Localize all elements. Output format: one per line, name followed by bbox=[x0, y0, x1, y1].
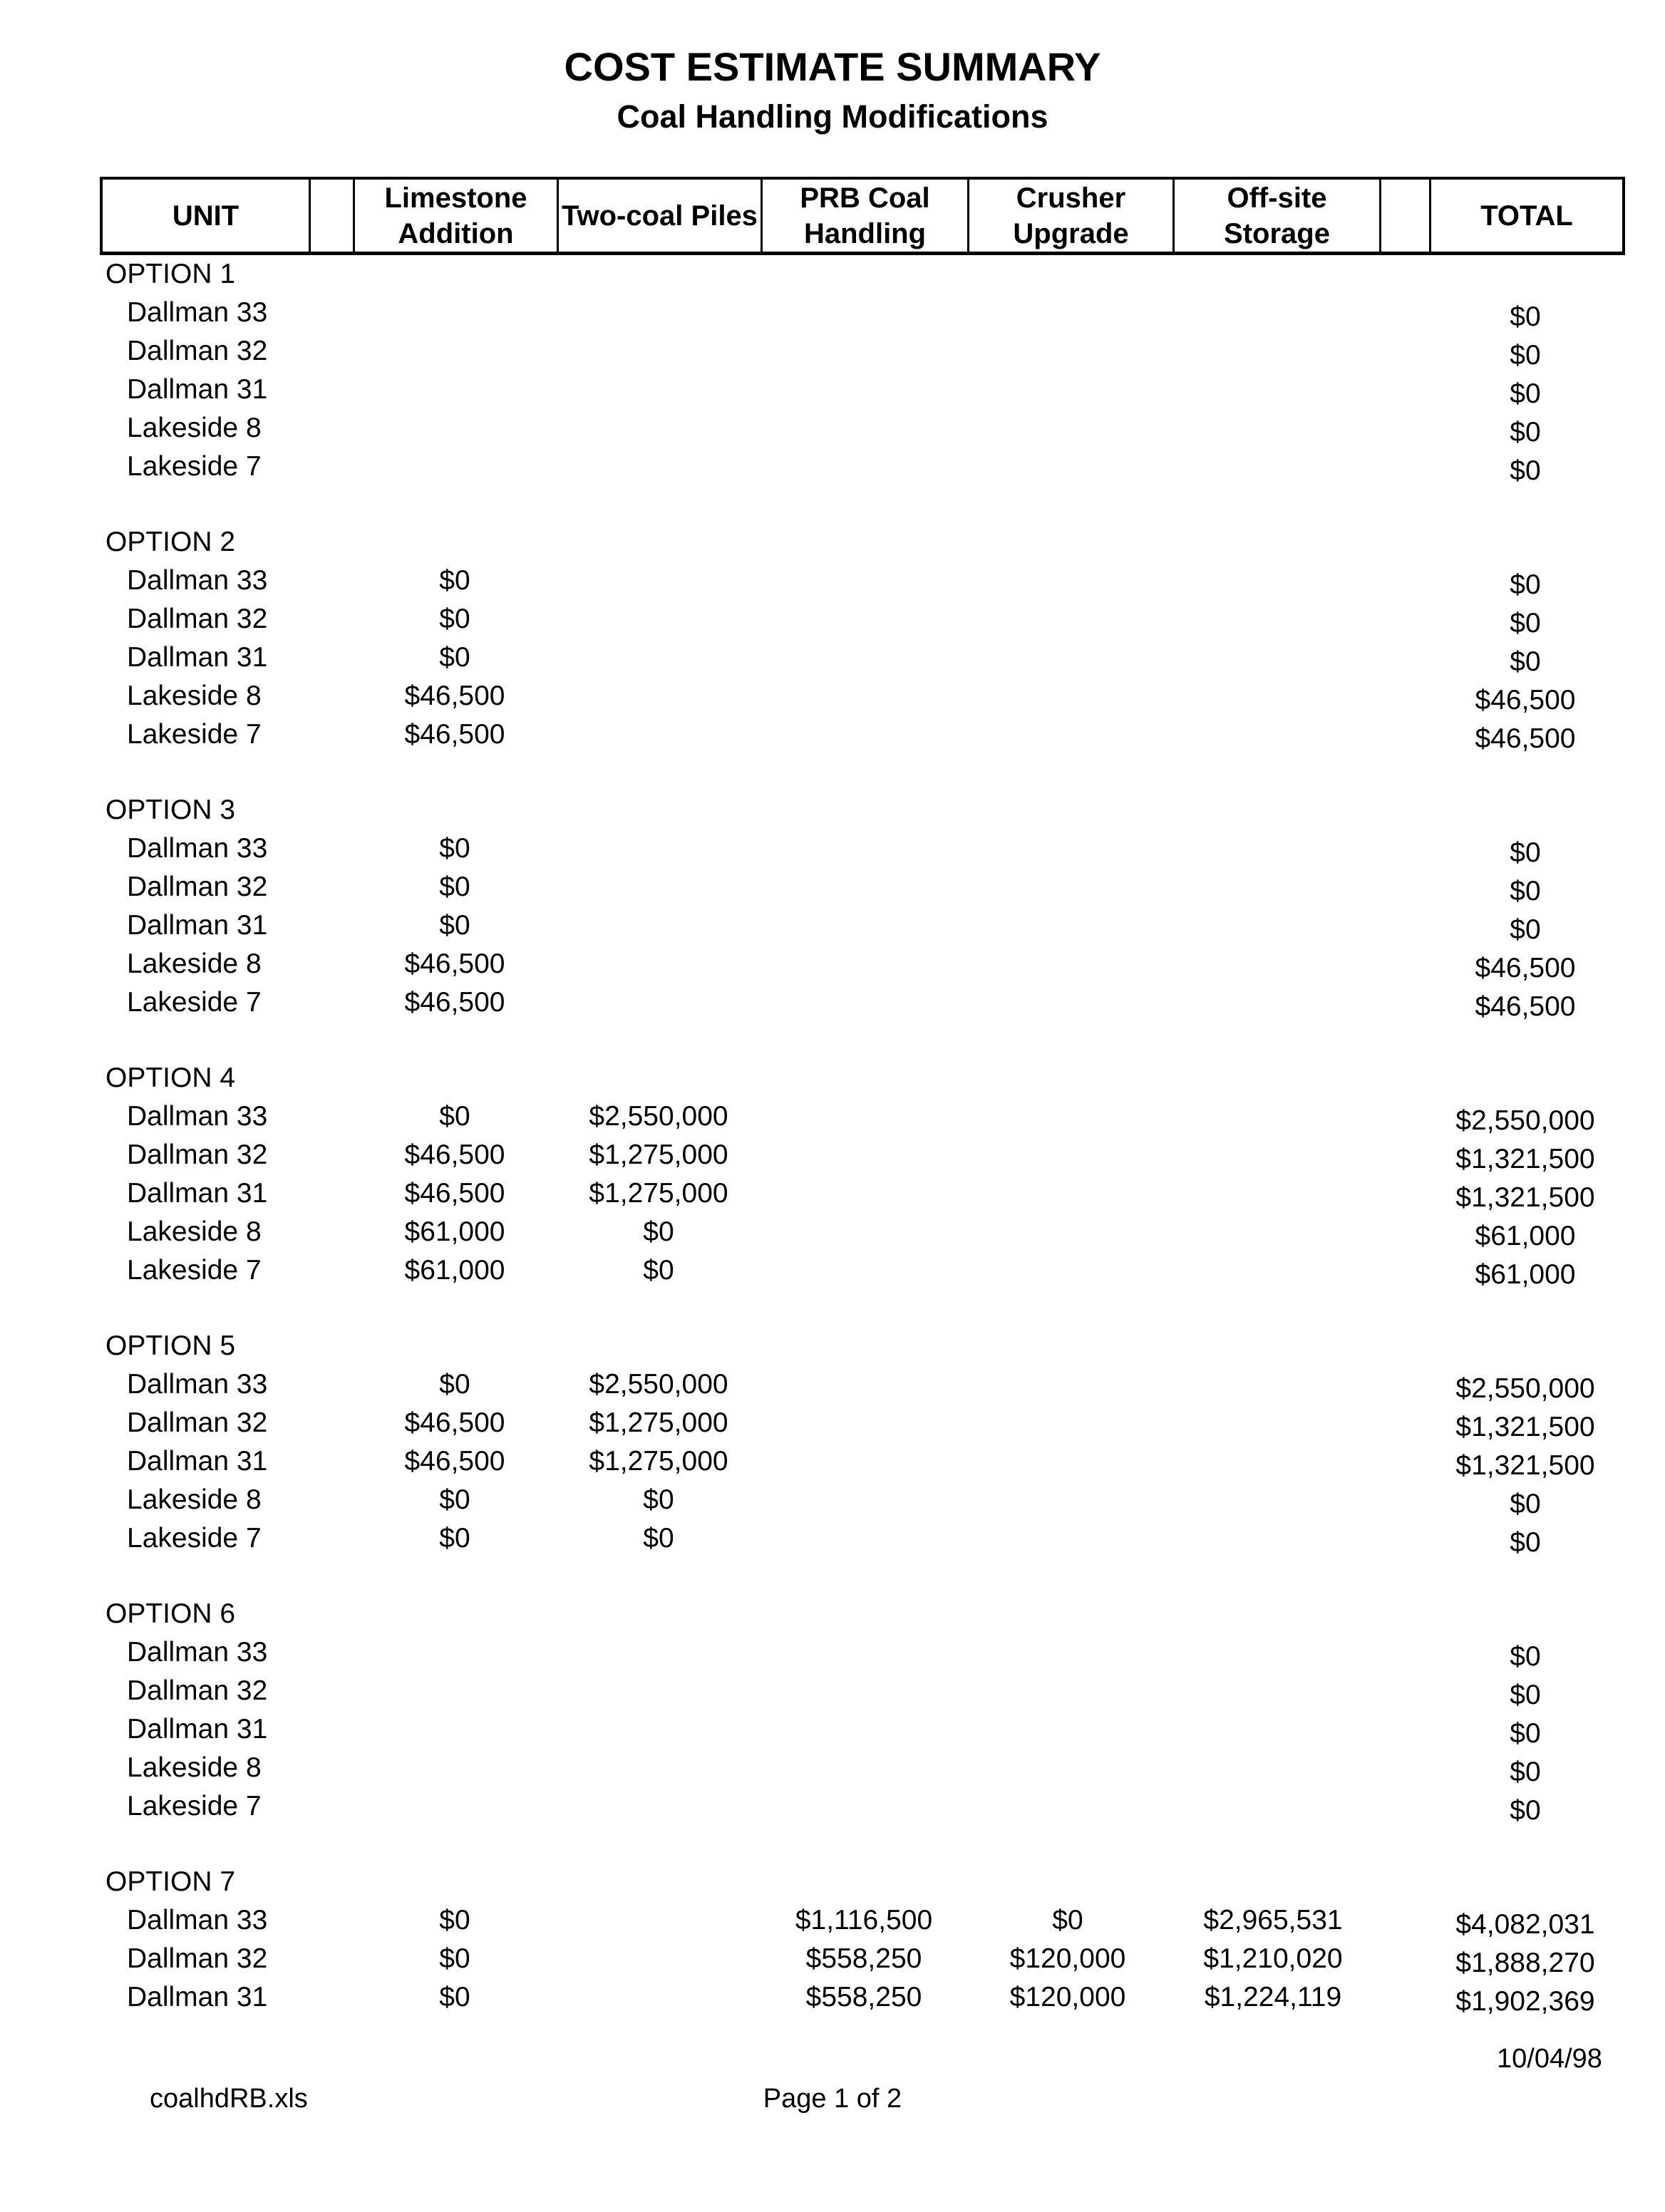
cell-total: $0 bbox=[1510, 378, 1541, 409]
footer-filename: coalhdRB.xls bbox=[150, 2084, 308, 2114]
cell-limestone: $0 bbox=[439, 1484, 470, 1515]
cell-total: $2,550,000 bbox=[1455, 1105, 1595, 1136]
cell-limestone: $61,000 bbox=[404, 1216, 505, 1247]
cell-limestone: $0 bbox=[439, 604, 470, 634]
cell-total: $1,888,270 bbox=[1455, 1948, 1595, 1978]
option-label: OPTION 6 bbox=[105, 1598, 236, 1629]
unit-name: Dallman 31 bbox=[127, 910, 268, 941]
cell-limestone: $0 bbox=[439, 565, 470, 596]
footer-date: 10/04/98 bbox=[1497, 2044, 1602, 2074]
cell-limestone: $61,000 bbox=[404, 1255, 505, 1286]
header-crusher: Crusher Upgrade bbox=[969, 180, 1175, 252]
unit-name: Dallman 32 bbox=[127, 1943, 268, 1974]
cell-limestone: $0 bbox=[439, 872, 470, 902]
cell-limestone: $0 bbox=[439, 642, 470, 673]
cell-crusher: $0 bbox=[1052, 1905, 1083, 1936]
cell-prb: $558,250 bbox=[805, 1943, 922, 1974]
cell-total: $0 bbox=[1510, 1489, 1541, 1519]
option-label: OPTION 4 bbox=[105, 1063, 236, 1093]
unit-name: Lakeside 7 bbox=[127, 987, 262, 1018]
cell-twocoal: $0 bbox=[643, 1216, 674, 1247]
unit-name: Dallman 31 bbox=[127, 374, 268, 405]
cell-total: $0 bbox=[1510, 1718, 1541, 1749]
table-header bbox=[100, 177, 1625, 255]
page-title: COST ESTIMATE SUMMARY bbox=[564, 44, 1101, 89]
cell-limestone: $46,500 bbox=[404, 949, 505, 979]
cell-twocoal: $2,550,000 bbox=[589, 1369, 728, 1400]
unit-name: Dallman 32 bbox=[127, 1675, 268, 1706]
unit-name: Dallman 31 bbox=[127, 1714, 268, 1745]
cell-total: $0 bbox=[1510, 340, 1541, 371]
header-total: TOTAL bbox=[1480, 200, 1573, 232]
cell-limestone: $0 bbox=[439, 1523, 470, 1554]
page-subtitle: Coal Handling Modifications bbox=[617, 98, 1048, 135]
cell-limestone: $0 bbox=[439, 833, 470, 864]
header-unit: UNIT bbox=[103, 180, 311, 252]
cell-prb: $558,250 bbox=[805, 1982, 922, 2012]
cell-total: $1,321,500 bbox=[1455, 1182, 1595, 1213]
cell-total: $1,321,500 bbox=[1455, 1144, 1595, 1174]
cell-limestone: $46,500 bbox=[404, 1407, 505, 1438]
unit-name: Dallman 32 bbox=[127, 336, 268, 366]
cell-total: $0 bbox=[1510, 646, 1541, 677]
cell-limestone: $46,500 bbox=[404, 987, 505, 1018]
unit-name: Dallman 31 bbox=[127, 1446, 268, 1477]
cell-twocoal: $0 bbox=[643, 1484, 674, 1515]
cell-total: $0 bbox=[1510, 837, 1541, 868]
cell-offsite: $2,965,531 bbox=[1203, 1905, 1343, 1936]
cell-twocoal: $1,275,000 bbox=[589, 1446, 728, 1477]
unit-name: Dallman 31 bbox=[127, 1178, 268, 1209]
header-blank-2 bbox=[1381, 180, 1431, 252]
cell-total: $0 bbox=[1510, 301, 1541, 332]
unit-name: Dallman 32 bbox=[127, 1407, 268, 1438]
cell-total: $0 bbox=[1510, 1527, 1541, 1558]
cell-limestone: $0 bbox=[439, 1101, 470, 1132]
unit-name: Lakeside 7 bbox=[127, 1791, 262, 1821]
cell-crusher: $120,000 bbox=[1009, 1982, 1126, 2012]
header-prb: PRB Coal Handling bbox=[763, 180, 969, 252]
option-label: OPTION 7 bbox=[105, 1866, 236, 1897]
cell-twocoal: $1,275,000 bbox=[589, 1139, 728, 1170]
unit-name: Dallman 33 bbox=[127, 1101, 268, 1132]
unit-name: Lakeside 8 bbox=[127, 681, 262, 711]
cell-limestone: $46,500 bbox=[404, 719, 505, 750]
cell-total: $46,500 bbox=[1475, 953, 1576, 983]
cell-limestone: $46,500 bbox=[404, 1178, 505, 1209]
unit-name: Dallman 32 bbox=[127, 872, 268, 902]
cell-twocoal: $0 bbox=[643, 1523, 674, 1554]
unit-name: Lakeside 8 bbox=[127, 1216, 262, 1247]
cell-offsite: $1,210,020 bbox=[1203, 1943, 1343, 1974]
cell-total: $1,321,500 bbox=[1455, 1412, 1595, 1442]
cell-total: $1,902,369 bbox=[1455, 1986, 1595, 2017]
cell-total: $0 bbox=[1510, 455, 1541, 486]
unit-name: Dallman 31 bbox=[127, 1982, 268, 2012]
unit-name: Lakeside 7 bbox=[127, 1255, 262, 1286]
unit-name: Dallman 33 bbox=[127, 565, 268, 596]
cell-limestone: $0 bbox=[439, 910, 470, 941]
cell-twocoal: $1,275,000 bbox=[589, 1178, 728, 1209]
cell-total: $2,550,000 bbox=[1455, 1373, 1595, 1404]
cell-total: $0 bbox=[1510, 417, 1541, 448]
unit-name: Lakeside 8 bbox=[127, 1484, 262, 1515]
cell-total: $61,000 bbox=[1475, 1221, 1576, 1251]
cell-crusher: $120,000 bbox=[1009, 1943, 1126, 1974]
unit-name: Lakeside 7 bbox=[127, 719, 262, 750]
option-label: OPTION 3 bbox=[105, 795, 236, 825]
cell-total: $1,321,500 bbox=[1455, 1450, 1595, 1481]
header-two-coal: Two-coal Piles bbox=[559, 180, 763, 252]
unit-name: Dallman 33 bbox=[127, 833, 268, 864]
cell-limestone: $46,500 bbox=[404, 1139, 505, 1170]
cell-twocoal: $1,275,000 bbox=[589, 1407, 728, 1438]
cell-limestone: $0 bbox=[439, 1369, 470, 1400]
unit-name: Dallman 32 bbox=[127, 604, 268, 634]
unit-name: Lakeside 8 bbox=[127, 1752, 262, 1783]
unit-name: Dallman 31 bbox=[127, 642, 268, 673]
header-limestone: Limestone Addition bbox=[355, 180, 559, 252]
cell-total: $0 bbox=[1510, 1680, 1541, 1710]
footer-page-number: Page 1 of 2 bbox=[763, 2084, 902, 2114]
header-offsite: Off-site Storage bbox=[1175, 180, 1381, 252]
cell-total: $0 bbox=[1510, 1757, 1541, 1787]
unit-name: Dallman 33 bbox=[127, 1637, 268, 1668]
unit-name: Lakeside 8 bbox=[127, 949, 262, 979]
cell-limestone: $46,500 bbox=[404, 681, 505, 711]
cell-twocoal: $0 bbox=[643, 1255, 674, 1286]
cell-total: $0 bbox=[1510, 914, 1541, 945]
cell-offsite: $1,224,119 bbox=[1204, 1982, 1342, 2012]
cell-total: $0 bbox=[1510, 569, 1541, 600]
unit-name: Dallman 33 bbox=[127, 297, 268, 328]
unit-name: Lakeside 7 bbox=[127, 1523, 262, 1554]
unit-name: Lakeside 8 bbox=[127, 413, 262, 443]
cell-total: $0 bbox=[1510, 1795, 1541, 1826]
cell-limestone: $0 bbox=[439, 1943, 470, 1974]
cell-total: $46,500 bbox=[1475, 685, 1576, 715]
option-label: OPTION 2 bbox=[105, 527, 236, 557]
cell-total: $4,082,031 bbox=[1455, 1909, 1595, 1940]
cell-total: $0 bbox=[1510, 876, 1541, 906]
cell-total: $0 bbox=[1510, 1641, 1541, 1672]
cell-total: $61,000 bbox=[1475, 1259, 1576, 1290]
option-label: OPTION 1 bbox=[105, 259, 236, 289]
cell-limestone: $0 bbox=[439, 1982, 470, 2012]
cell-total: $0 bbox=[1510, 608, 1541, 639]
unit-name: Dallman 33 bbox=[127, 1905, 268, 1936]
header-blank-1 bbox=[311, 180, 355, 252]
cell-prb: $1,116,500 bbox=[795, 1905, 933, 1936]
cell-total: $46,500 bbox=[1475, 723, 1576, 754]
option-label: OPTION 5 bbox=[105, 1330, 236, 1361]
unit-name: Dallman 33 bbox=[127, 1369, 268, 1400]
cell-total: $46,500 bbox=[1475, 991, 1576, 1022]
unit-name: Lakeside 7 bbox=[127, 451, 262, 482]
unit-name: Dallman 32 bbox=[127, 1139, 268, 1170]
cell-limestone: $0 bbox=[439, 1905, 470, 1936]
cell-limestone: $46,500 bbox=[404, 1446, 505, 1477]
cell-twocoal: $2,550,000 bbox=[589, 1101, 728, 1132]
